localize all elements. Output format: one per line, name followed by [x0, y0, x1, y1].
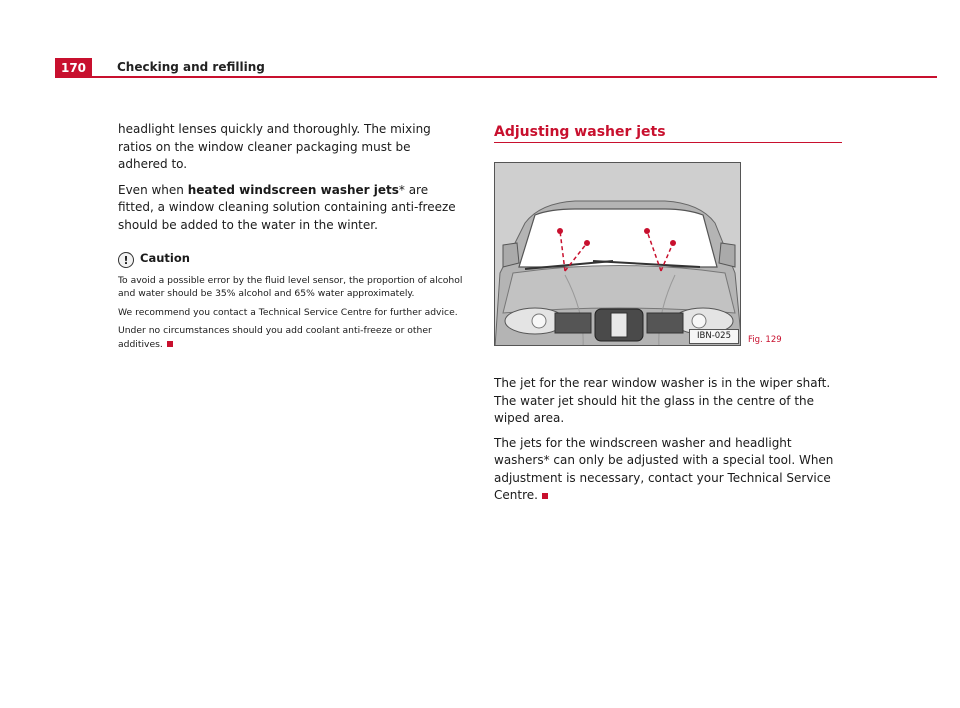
header-rule — [55, 76, 937, 78]
figure-caption: Fig. 129 — [748, 335, 782, 345]
end-of-section-marker — [542, 493, 548, 499]
left-paragraph-2 — [118, 182, 463, 235]
car-illustration-svg — [495, 163, 741, 346]
section-title: Checking and refilling — [117, 60, 265, 74]
heated-washer-jets-term: heated windscreen washer jets — [187, 182, 399, 197]
caution-line-2: We recommend you contact a Technical Service Centre for further advice. — [118, 306, 458, 318]
caution-line-1: To avoid a possible error by the fluid level sensor, the proportion of alcohol and water should be 35% alcohol and 65% water approximately. — [118, 274, 463, 299]
car-front-illustration — [494, 162, 741, 346]
page-number: 170 — [55, 58, 92, 78]
caution-line-3 — [118, 324, 463, 351]
para2-prefix: Even when — [118, 182, 188, 197]
caution-body — [118, 274, 463, 352]
caution-heading — [118, 250, 463, 268]
right-paragraph-1: The jet for the rear window washer is in the wiper shaft. The water jet should hit the glass in the centre of the wiped area. — [494, 376, 831, 425]
end-of-section-marker — [167, 341, 173, 347]
right-paragraph-2 — [494, 435, 842, 505]
right-heading-rule — [494, 142, 842, 143]
right-paragraph-2-text: The jets for the windscreen washer and headlight washers* can only be adjusted with a special tool. When adjustment is necessary, contact your Technical Service Centre. — [494, 435, 834, 502]
figure-code-label: IBN-025 — [689, 329, 739, 344]
right-heading: Adjusting washer jets — [494, 124, 666, 140]
caution-title: Caution — [140, 251, 190, 265]
exclamation-circle-icon: ! — [118, 252, 134, 268]
left-column — [118, 121, 463, 356]
left-paragraph-1: headlight lenses quickly and thoroughly. The mixing ratios on the window cleaner packaging must be adhered to. — [118, 122, 431, 171]
para2-suffix: * are fitted, a window cleaning solution containing anti-freeze should be added to the water in the winter. — [118, 182, 456, 232]
caution-line-3-text: Under no circumstances should you add coolant anti-freeze or other additives. — [118, 325, 432, 350]
right-column — [494, 375, 842, 512]
